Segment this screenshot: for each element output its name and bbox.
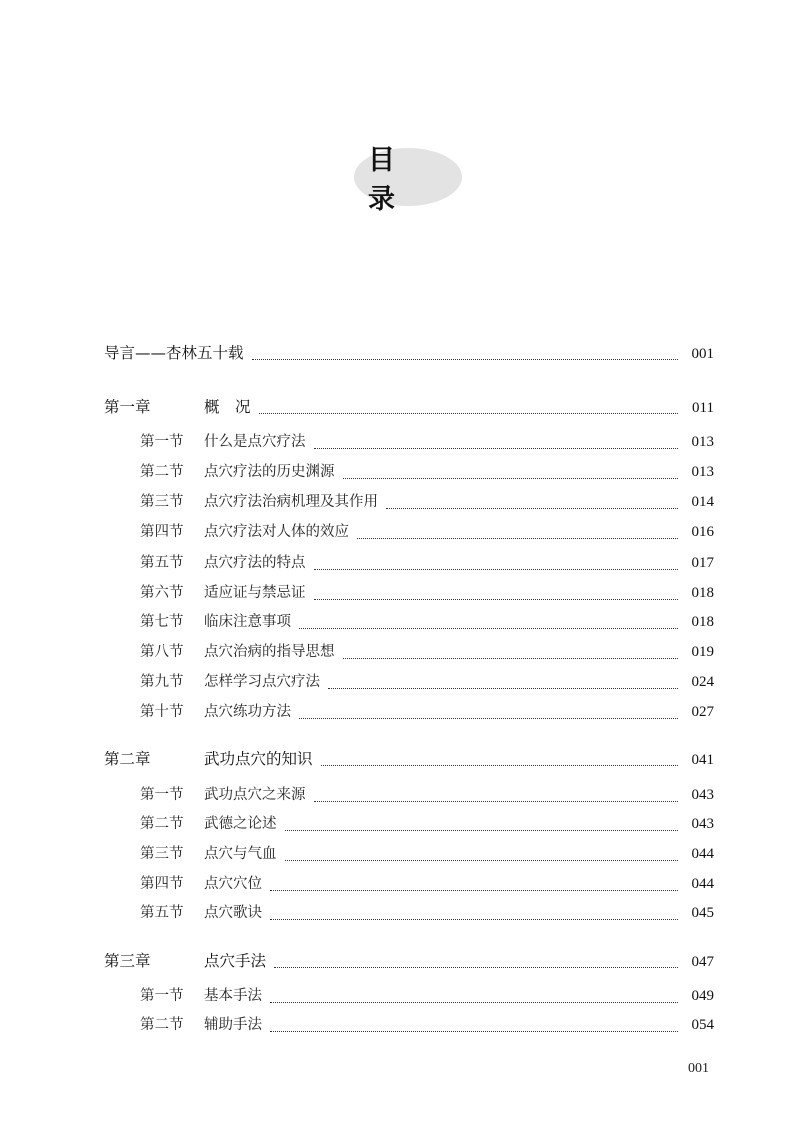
toc-entry-preface[interactable] <box>104 342 714 364</box>
page-number: 001 <box>688 1061 709 1076</box>
toc-entry-section[interactable] <box>140 521 714 543</box>
entry-page: 013 <box>691 434 714 450</box>
dot-leader <box>357 538 678 539</box>
dot-leader <box>270 890 678 891</box>
section-title: 点穴治病的指导思想 <box>204 644 335 660</box>
entry-page: 045 <box>691 905 714 921</box>
dot-leader <box>259 413 678 414</box>
section-number: 第六节 <box>140 585 184 601</box>
entry-page: 044 <box>691 876 714 892</box>
section-title: 临床注意事项 <box>204 614 291 630</box>
entry-page: 044 <box>691 846 714 862</box>
toc-entry-section[interactable] <box>140 582 714 604</box>
section-title: 适应证与禁忌证 <box>204 585 306 601</box>
section-title: 点穴歌诀 <box>204 905 262 921</box>
section-title: 点穴练功方法 <box>204 704 291 720</box>
chapter-title: 概 况 <box>204 398 251 416</box>
section-title: 怎样学习点穴疗法 <box>204 674 320 690</box>
dot-leader <box>314 801 679 802</box>
dot-leader <box>274 967 678 968</box>
chapter-number: 第二章 <box>104 750 151 768</box>
section-number: 第四节 <box>140 524 184 540</box>
entry-title: 导言——杏林五十载 <box>104 344 244 362</box>
section-number: 第十节 <box>140 704 184 720</box>
entry-page: 024 <box>691 674 714 690</box>
section-number: 第九节 <box>140 674 184 690</box>
section-number: 第七节 <box>140 614 184 630</box>
chapter-title: 武功点穴的知识 <box>204 750 313 768</box>
section-number: 第二节 <box>140 816 184 832</box>
section-title: 什么是点穴疗法 <box>204 434 306 450</box>
dot-leader <box>386 508 678 509</box>
toc-entry-section[interactable] <box>140 491 714 513</box>
entry-page: 018 <box>691 585 714 601</box>
section-title: 点穴疗法的历史渊源 <box>204 464 335 480</box>
toc-entry-section[interactable] <box>140 671 714 693</box>
toc-entry-section[interactable] <box>140 985 714 1007</box>
toc-entry-section[interactable] <box>140 1014 714 1036</box>
toc-entry-chapter-3[interactable] <box>104 950 714 972</box>
section-number: 第三节 <box>140 494 184 510</box>
toc-entry-chapter-2[interactable] <box>104 748 714 770</box>
dot-leader <box>299 718 678 719</box>
section-title: 点穴疗法对人体的效应 <box>204 524 349 540</box>
section-title: 辅助手法 <box>204 1017 262 1033</box>
entry-page: 018 <box>691 614 714 630</box>
entry-page: 047 <box>691 954 714 970</box>
toc-entry-section[interactable] <box>140 784 714 806</box>
entry-page: 017 <box>691 555 714 571</box>
dot-leader <box>328 688 678 689</box>
section-title: 点穴穴位 <box>204 876 262 892</box>
toc-entry-chapter-1[interactable] <box>104 396 714 418</box>
toc-entry-section[interactable] <box>140 902 714 924</box>
entry-page: 014 <box>691 494 714 510</box>
dot-leader <box>314 448 679 449</box>
chapter-title: 点穴手法 <box>204 952 267 970</box>
dot-leader <box>270 919 678 920</box>
section-number: 第一节 <box>140 787 184 803</box>
toc-entry-section[interactable] <box>140 701 714 723</box>
section-number: 第八节 <box>140 644 184 660</box>
section-title: 基本手法 <box>204 988 262 1004</box>
section-title: 武功点穴之来源 <box>204 787 306 803</box>
section-number: 第一节 <box>140 988 184 1004</box>
entry-page: 043 <box>691 787 714 803</box>
dot-leader <box>252 359 678 360</box>
chapter-number: 第一章 <box>104 398 151 416</box>
section-title: 点穴疗法的特点 <box>204 555 306 571</box>
section-number: 第二节 <box>140 464 184 480</box>
toc-entry-section[interactable] <box>140 611 714 633</box>
toc-entry-section[interactable] <box>140 641 714 663</box>
section-number: 第五节 <box>140 905 184 921</box>
section-number: 第一节 <box>140 434 184 450</box>
section-title: 点穴与气血 <box>204 846 277 862</box>
toc-title-badge <box>354 145 462 215</box>
section-number: 第二节 <box>140 1017 184 1033</box>
entry-page: 054 <box>691 1017 714 1033</box>
toc-entry-section[interactable] <box>140 873 714 895</box>
entry-page: 016 <box>691 524 714 540</box>
dot-leader <box>314 599 679 600</box>
section-number: 第三节 <box>140 846 184 862</box>
dot-leader <box>321 765 678 766</box>
section-title: 点穴疗法治病机理及其作用 <box>204 494 378 510</box>
section-number: 第五节 <box>140 555 184 571</box>
dot-leader <box>270 1031 678 1032</box>
entry-page: 041 <box>691 752 714 768</box>
page-title: 目 录 <box>368 145 409 215</box>
entry-page: 001 <box>691 346 714 362</box>
dot-leader <box>299 628 678 629</box>
dot-leader <box>285 860 679 861</box>
entry-page: 011 <box>692 400 714 416</box>
toc-entry-section[interactable] <box>140 461 714 483</box>
entry-page: 027 <box>691 704 714 720</box>
dot-leader <box>314 569 679 570</box>
dot-leader <box>343 658 679 659</box>
entry-page: 049 <box>691 988 714 1004</box>
dot-leader <box>343 478 679 479</box>
toc-entry-section[interactable] <box>140 843 714 865</box>
entry-page: 019 <box>691 644 714 660</box>
toc-entry-section[interactable] <box>140 431 714 453</box>
dot-leader <box>270 1002 678 1003</box>
dot-leader <box>285 830 679 831</box>
section-number: 第四节 <box>140 876 184 892</box>
entry-page: 043 <box>691 816 714 832</box>
entry-page: 013 <box>691 464 714 480</box>
section-title: 武德之论述 <box>204 816 277 832</box>
chapter-number: 第三章 <box>104 952 151 970</box>
toc-entry-section[interactable] <box>140 552 714 574</box>
toc-entry-section[interactable] <box>140 813 714 835</box>
